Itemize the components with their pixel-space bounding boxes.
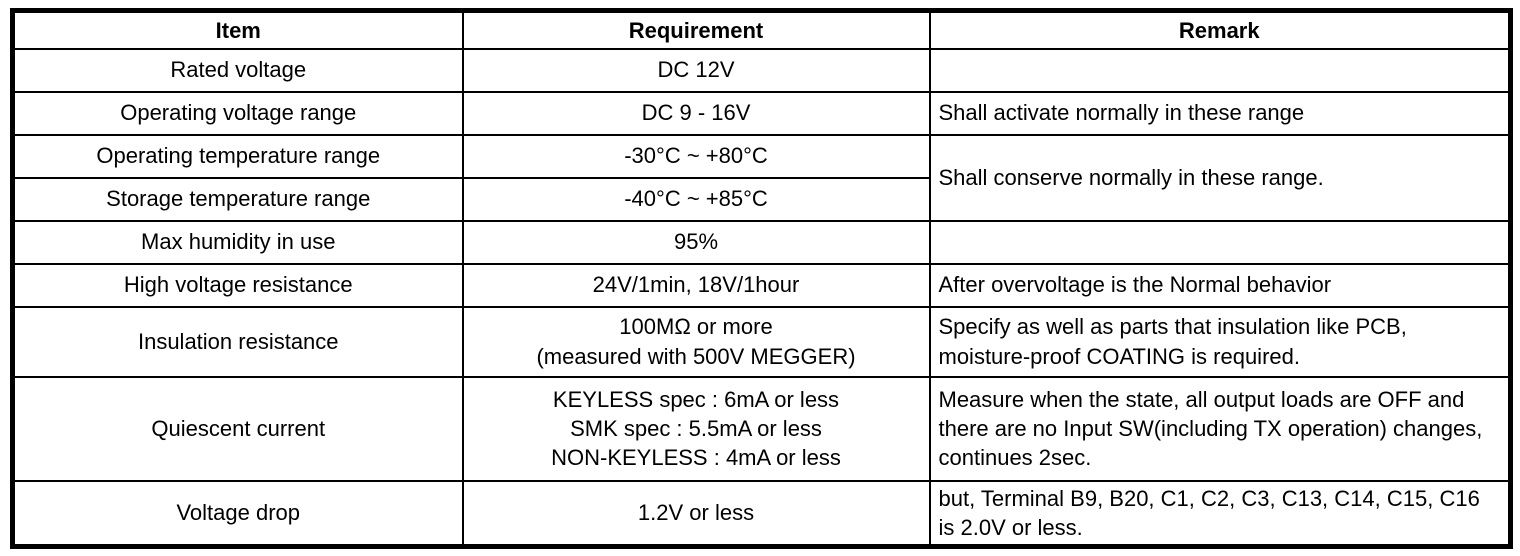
- table-row-rated-voltage: [13, 49, 1511, 92]
- table-row-max-humidity: [13, 221, 1511, 264]
- item-cell: Max humidity in use: [13, 221, 463, 264]
- column-header-remark: Remark: [930, 11, 1511, 49]
- remark-cell-merged: Shall conserve normally in these range.: [930, 135, 1511, 221]
- column-header-requirement: Requirement: [463, 11, 930, 49]
- requirement-line: SMK spec : 5.5mA or less: [570, 415, 822, 441]
- requirement-cell: [463, 307, 930, 377]
- remark-cell: Shall activate normally in these range: [930, 92, 1511, 135]
- item-cell: Rated voltage: [13, 49, 463, 92]
- requirement-cell: [463, 377, 930, 481]
- item-cell: Operating voltage range: [13, 92, 463, 135]
- requirement-line: NON-KEYLESS : 4mA or less: [551, 445, 841, 471]
- requirement-cell: 24V/1min, 18V/1hour: [463, 264, 930, 307]
- requirement-cell: 95%: [463, 221, 930, 264]
- requirement-cell: -30°C ~ +80°C: [463, 135, 930, 178]
- requirement-line: (measured with 500V MEGGER): [536, 343, 856, 369]
- table-row-quiescent-current: [13, 377, 1511, 481]
- table-row-insulation-resistance: [13, 307, 1511, 377]
- requirement-cell: DC 9 - 16V: [463, 92, 930, 135]
- header-row: [13, 11, 1511, 49]
- requirement-cell: -40°C ~ +85°C: [463, 178, 930, 221]
- remark-cell: [930, 49, 1511, 92]
- requirement-cell: 1.2V or less: [463, 481, 930, 547]
- remark-cell: Measure when the state, all output loads are OFF and there are no Input SW(including TX operation) changes, continues 2sec.: [930, 377, 1511, 481]
- column-header-item: Item: [13, 11, 463, 49]
- remark-cell: After overvoltage is the Normal behavior: [930, 264, 1511, 307]
- remark-cell: but, Terminal B9, B20, C1, C2, C3, C13, C14, C15, C16 is 2.0V or less.: [930, 481, 1511, 547]
- item-cell: Quiescent current: [13, 377, 463, 481]
- spec-table: [10, 8, 1513, 549]
- table-row-operating-voltage: [13, 92, 1511, 135]
- item-cell: Operating temperature range: [13, 135, 463, 178]
- requirement-line: KEYLESS spec : 6mA or less: [552, 386, 840, 412]
- table-row-operating-temperature: [13, 135, 1511, 178]
- requirement-cell: DC 12V: [463, 49, 930, 92]
- item-cell: Voltage drop: [13, 481, 463, 547]
- table-row-voltage-drop: [13, 481, 1511, 547]
- item-cell: Storage temperature range: [13, 178, 463, 221]
- item-cell: High voltage resistance: [13, 264, 463, 307]
- requirement-line: 100MΩ or more: [619, 314, 773, 340]
- item-cell: Insulation resistance: [13, 307, 463, 377]
- remark-cell: [930, 221, 1511, 264]
- remark-cell: Specify as well as parts that insulation like PCB, moisture-proof COATING is required.: [930, 307, 1511, 377]
- table-row-high-voltage-resistance: [13, 264, 1511, 307]
